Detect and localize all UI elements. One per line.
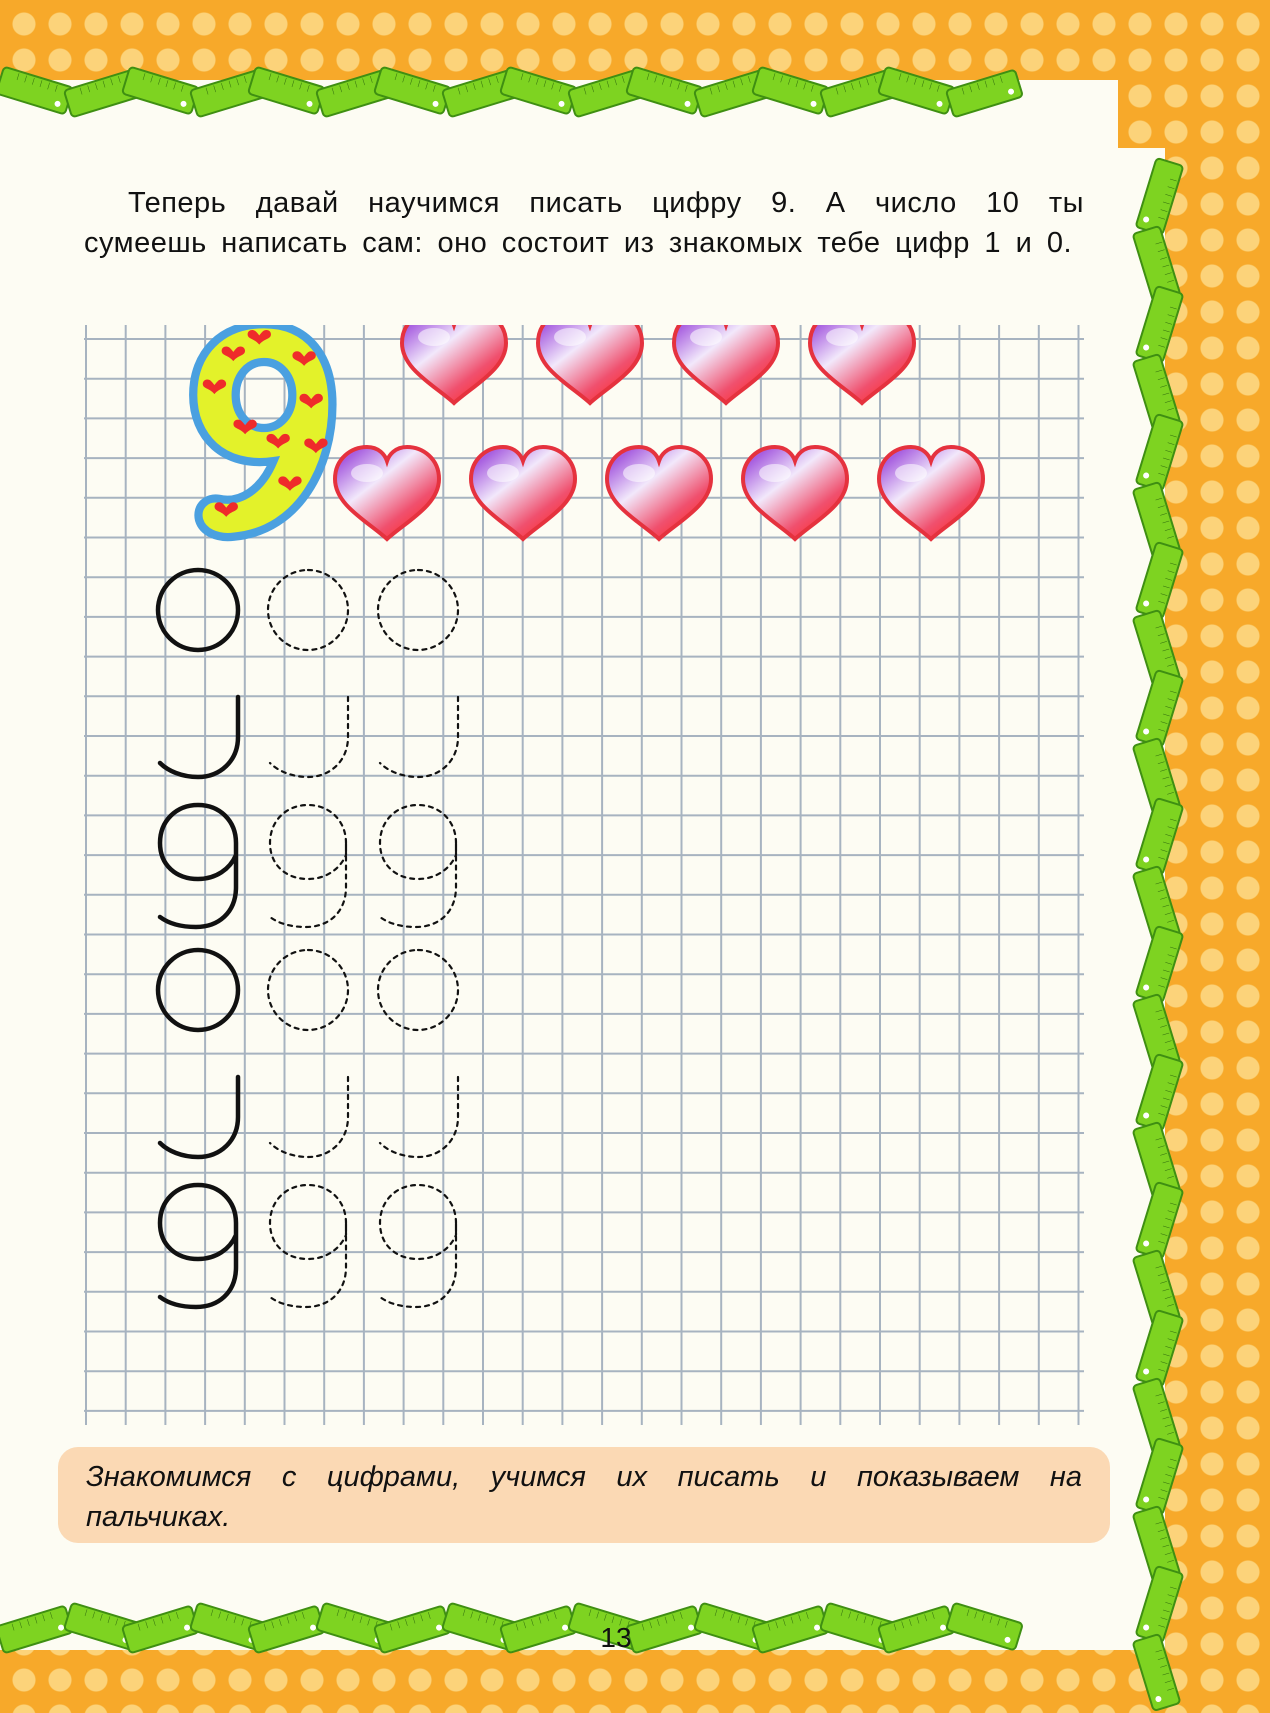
hearts-group [335,325,983,539]
intro-paragraph: Теперь давай научимся писать цифру 9. А число 10 ты сумеешь написать сам: оно состоит из знакомых тебе цифр 1 и 0. [84,187,1084,259]
heart-icon [674,325,778,403]
traced-nine-glyph [380,1185,456,1307]
ruler-segment [1133,1634,1181,1711]
heart-icon [471,447,575,539]
sample-hook-glyph [160,1077,238,1157]
exercise-grid [84,325,1084,1425]
traced-hook-glyph [380,1077,458,1157]
big-digit-nine [193,325,332,537]
heart-icon [879,447,983,539]
heart-icon [743,447,847,539]
heart-icon [538,325,642,403]
tip-note: Знакомимся с цифрами, учимся их писать и показываем на пальчиках. [58,1447,1110,1543]
heart-icon [402,325,506,403]
traced-circle-glyph [378,570,458,650]
heart-icon [810,325,914,403]
writing-practice-rows [158,570,458,1307]
traced-nine-glyph [270,1185,346,1307]
traced-circle-glyph [378,950,458,1030]
traced-circle-glyph [268,950,348,1030]
sample-nine-glyph [160,1185,236,1307]
heart-icon [607,447,711,539]
sample-nine-glyph [160,805,236,927]
traced-nine-glyph [380,805,456,927]
traced-hook-glyph [270,1077,348,1157]
page-number: 13 [600,1622,632,1653]
traced-circle-glyph [268,570,348,650]
sample-circle-glyph [158,570,238,650]
sample-circle-glyph [158,950,238,1030]
heart-icon [335,447,439,539]
traced-nine-glyph [270,805,346,927]
